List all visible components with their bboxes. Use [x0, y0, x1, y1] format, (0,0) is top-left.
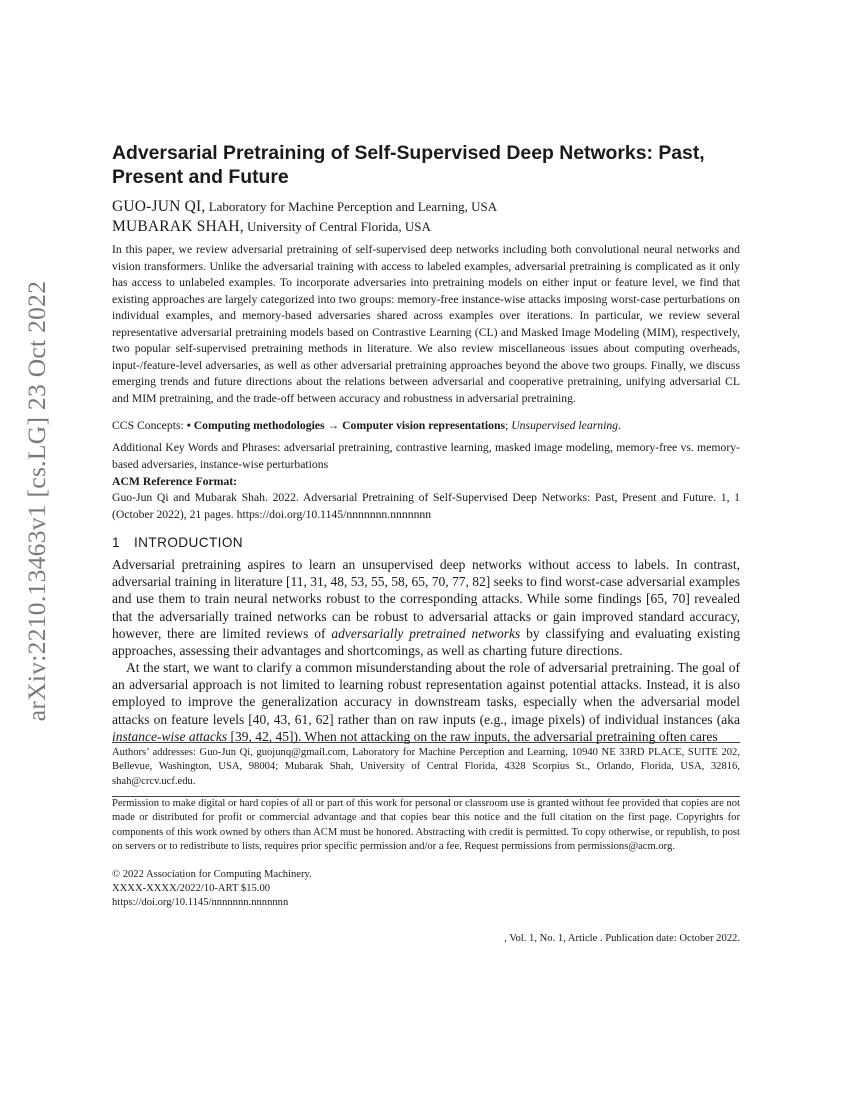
authors-addresses: Authors’ addresses: Guo-Jun Qi, guojunq@gmail.com, Laboratory for Machine Perception and Learning, 10940 NE 33RD PLACE, SUITE 202, Bellevue, Washington, USA, 98004; Mubarak Shah, University of Central Florida, 4328 Scorpius St., Orlando, Florida, USA, 32816, shah@crcv.ucf.edu.: [112, 747, 740, 787]
author-name: MUBARAK SHAH,: [112, 218, 244, 235]
section-number: 1: [112, 535, 120, 550]
abstract: In this paper, we review adversarial pretraining of self-supervised deep networks including both convolutional neural networks and vision transformers. Unlike the adversarial training with access to labeled examples, adversarial pretraining is complicated as it only has access to unlabeled examples. To incorporate adversaries into pretraining models on either input or feature level, we find that existing approaches are largely categorized into two groups: memory-free instance-wise attacks imposing worst-case perturbations on individual examples, and memory-based adversaries shared across examples over iterations. In particular, we review several representative adversarial pretraining models based on Contrastive Learning (CL) and Masked Image Modeling (MIM), respectively, two popular self-supervised pretraining methods in literature. We also review miscellaneous issues about computing overheads, input-/feature-level adversaries, as well as other adversarial pretraining approaches beyond the above two groups. Finally, we discuss emerging trends and future directions about the relations between adversarial and cooperative pretraining, unifying adversarial CL and MIM pretraining, and the trade-off between accuracy and robustness in adversarial pretraining.: [112, 243, 740, 405]
intro-paragraph-1: [112, 556, 740, 659]
arxiv-identifier: arXiv:2210.13463v1 [cs.LG] 23 Oct 2022: [22, 280, 51, 722]
intro-paragraph-2: [112, 659, 740, 745]
intro-p2-emphasis: instance-wise attacks: [112, 728, 228, 744]
acm-reference-heading: ACM Reference Format:: [112, 475, 238, 488]
ccs-italic-concept: Unsupervised learning: [511, 419, 619, 432]
ccs-label: CCS Concepts:: [112, 419, 187, 432]
ccs-end: .: [618, 419, 621, 432]
intro-p1-text-end: by classifying and evaluating existing approaches, assessing their advantages and shortcomings, as well as charting future directions.: [112, 625, 741, 659]
keywords: Additional Key Words and Phrases: adversarial pretraining, contrastive learning, masked image modeling, memory-free vs. memory-based adversaries, instance-wise perturbations: [112, 441, 740, 471]
paper-title: Adversarial Pretraining of Self-Supervised Deep Networks: Past, Present and Future: [112, 142, 705, 188]
permission-notice: Permission to make digital or hard copies of all or part of this work for personal or classroom use is granted without fee provided that copies are not made or distributed for profit or commercial advantage and that copies bear this notice and the full citation on the first page. Copyrights for components of this work owned by others than ACM must be honored. Abstracting with credit is permitted. To copy otherwise, or republish, to post on servers or to redistribute to lists, requires prior specific permission and/or a fee. Request permissions from permissions@acm.org.: [112, 798, 740, 852]
issn-line: XXXX-XXXX/2022/10-ART $15.00: [112, 883, 271, 894]
arxiv-sidebar-stamp: [14, 280, 60, 722]
intro-p2-text-end: [39, 42, 45]). When not attacking on the raw inputs, the adversarial pretraining often cares: [227, 728, 718, 744]
intro-p1-emphasis: adversarially pretrained networks: [331, 625, 521, 641]
copyright-line: © 2022 Association for Computing Machinery.: [112, 869, 312, 880]
section-title: INTRODUCTION: [134, 535, 244, 550]
author-name: GUO-JUN QI,: [112, 198, 206, 215]
ccs-bold-concept: • Computing methodologies → Computer vision representations: [186, 419, 506, 432]
author-1: [112, 198, 497, 215]
acm-reference-text: Guo-Jun Qi and Mubarak Shah. 2022. Adversarial Pretraining of Self-Supervised Deep Networks: Past, Present and Future. 1, 1 (October 2022), 21 pages. https://doi.org/10.1145/nnnnnnn.nnnnnnn: [112, 491, 740, 521]
intro-p1-text: Adversarial pretraining aspires to learn an unsupervised deep networks without access to labels. In contrast, adversarial training in literature [11, 31, 48, 53, 55, 58, 65, 70, 77, 82] seeks to find worst-case adversarial examples and use them to train neural networks robust to the corresponding attacks. While some findings [65, 70] revealed that the adversarially trained networks can be robust to adversarial attacks or gain improved standard accuracy, however, there are limited reviews of: [112, 557, 740, 641]
author-2: [112, 218, 431, 235]
ccs-concepts: [112, 418, 740, 435]
footnote-divider: [112, 742, 740, 743]
ccs-separator: ;: [505, 419, 512, 432]
doi-line: https://doi.org/10.1145/nnnnnnn.nnnnnnn: [112, 897, 289, 908]
section-heading: [112, 534, 243, 552]
author-affiliation: University of Central Florida, USA: [247, 219, 431, 234]
author-affiliation: Laboratory for Machine Perception and Learning, USA: [208, 199, 498, 214]
publication-info: , Vol. 1, No. 1, Article . Publication date: October 2022.: [504, 933, 740, 944]
intro-p2-text: At the start, we want to clarify a common misunderstanding about the role of adversarial pretraining. The goal of an adversarial approach is not limited to learning robust representation against potential attacks. Instead, it is also employed to improve the generalization accuracy in downstream tasks, especially when the adversarial model attacks on feature levels [40, 43, 61, 62] rather than on raw inputs (e.g., image pixels) of individual instances (aka: [112, 660, 740, 727]
